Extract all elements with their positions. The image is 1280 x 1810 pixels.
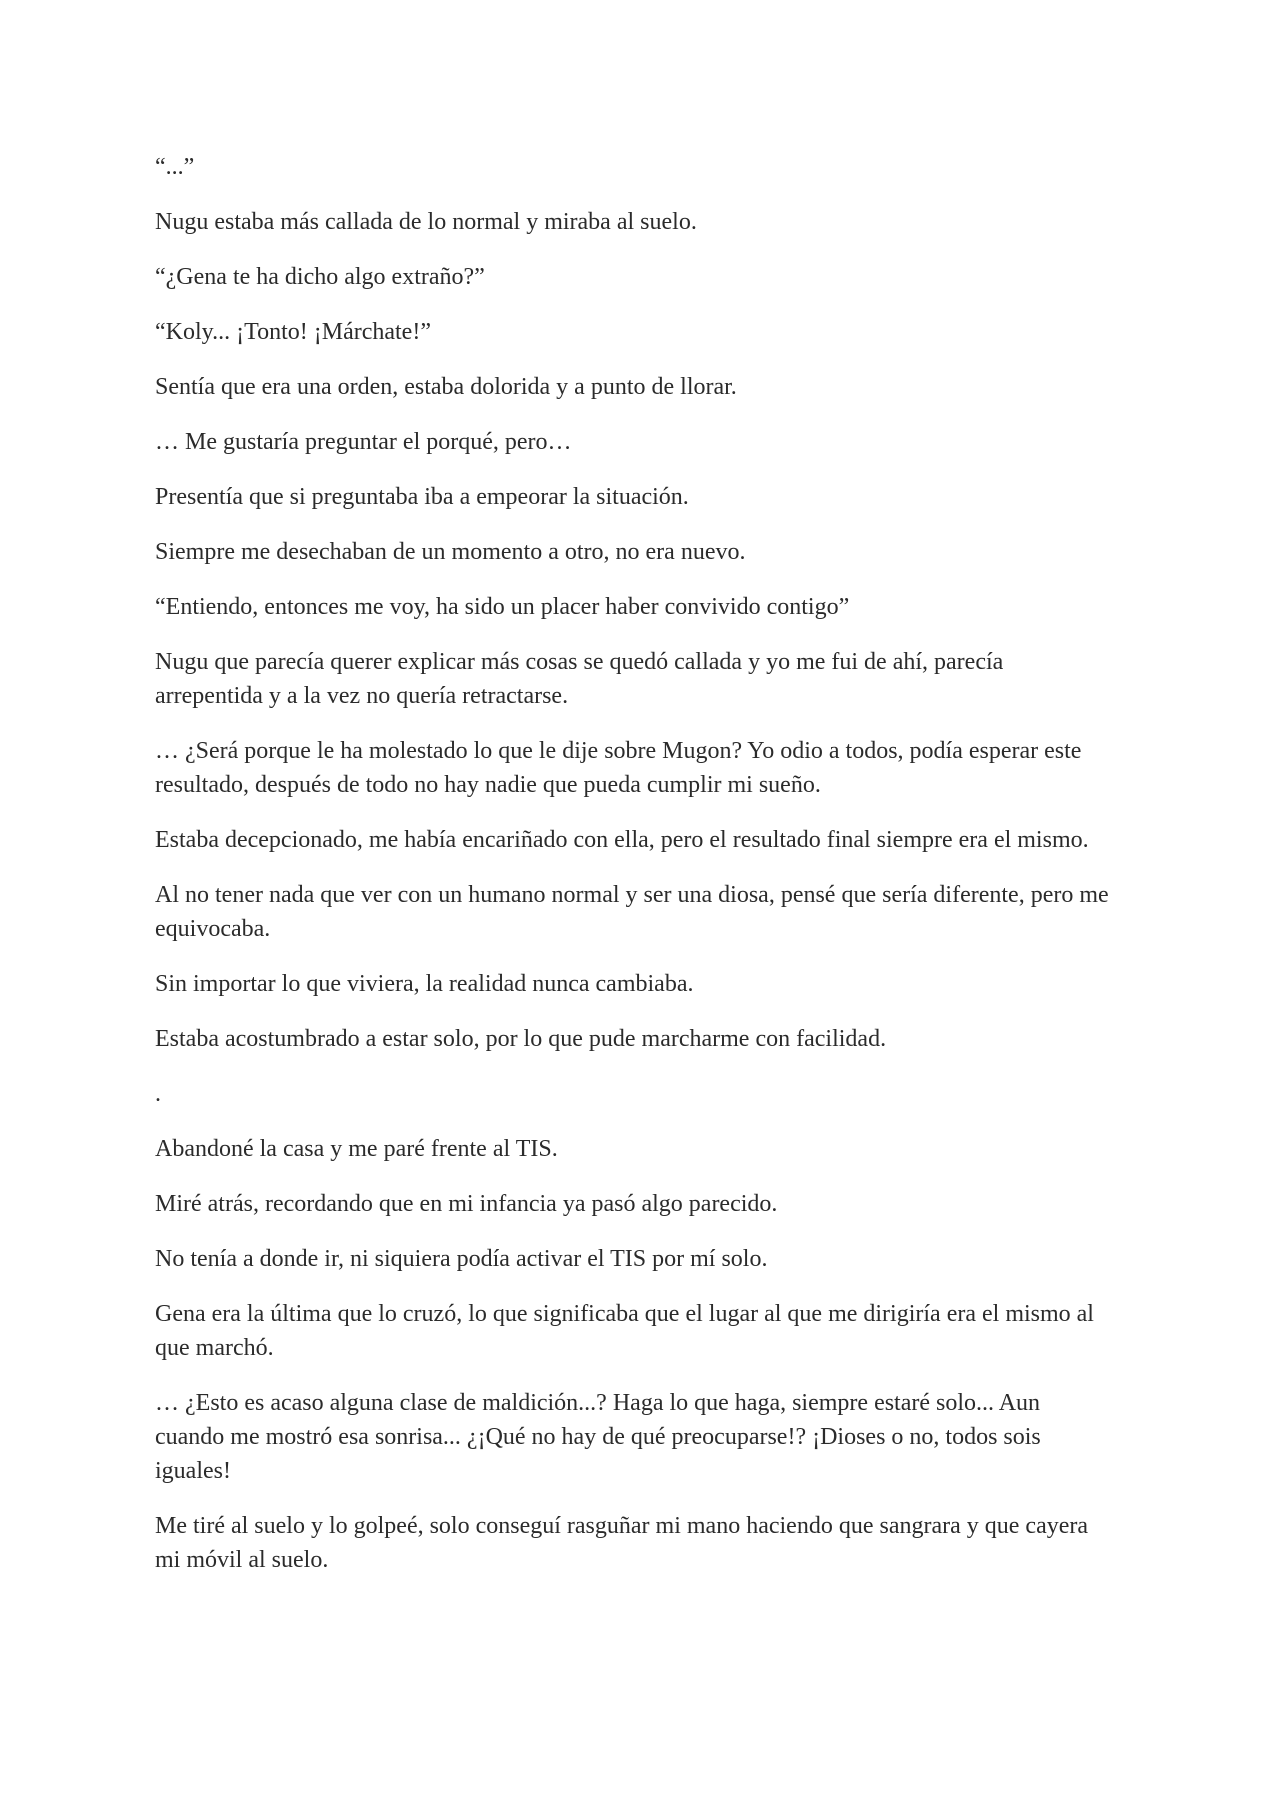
scene-break: . bbox=[155, 1081, 161, 1107]
paragraph: Me tiré al suelo y lo golpeé, solo conseguí rasguñar mi mano haciendo que sangrara y que cayera mi móvil al suelo. bbox=[155, 1513, 1089, 1573]
paragraph: No tenía a donde ir, ni siquiera podía activar el TIS por mí solo. bbox=[155, 1246, 768, 1272]
paragraph: Abandoné la casa y me paré frente al TIS. bbox=[155, 1136, 558, 1162]
paragraph: Nugu que parecía querer explicar más cosas se quedó callada y yo me fui de ahí, parecía arrepentida y a la vez no quería retractarse. bbox=[155, 649, 1004, 709]
paragraph: Miré atrás, recordando que en mi infancia ya pasó algo parecido. bbox=[155, 1191, 778, 1217]
paragraph: … ¿Esto es acaso alguna clase de maldición...? Haga lo que haga, siempre estaré solo... Aun cuando me mostró esa sonrisa... ¿¡Qué no hay de qué preocuparse!? ¡Dioses o no, todos sois iguales! bbox=[155, 1390, 1041, 1484]
paragraph: Sentía que era una orden, estaba dolorida y a punto de llorar. bbox=[155, 374, 737, 400]
paragraph: Siempre me desechaban de un momento a otro, no era nuevo. bbox=[155, 539, 746, 565]
paragraph: Al no tener nada que ver con un humano normal y ser una diosa, pensé que sería diferente, pero me equivocaba. bbox=[155, 882, 1109, 942]
paragraph: “Koly... ¡Tonto! ¡Márchate!” bbox=[155, 319, 431, 345]
paragraph: Gena era la última que lo cruzó, lo que significaba que el lugar al que me dirigiría era el mismo al que marchó. bbox=[155, 1301, 1094, 1361]
paragraph: Estaba decepcionado, me había encariñado con ella, pero el resultado final siempre era el mismo. bbox=[155, 827, 1089, 853]
paragraph: Estaba acostumbrado a estar solo, por lo que pude marcharme con facilidad. bbox=[155, 1026, 887, 1052]
paragraph: … Me gustaría preguntar el porqué, pero… bbox=[155, 429, 572, 455]
paragraph: Nugu estaba más callada de lo normal y miraba al suelo. bbox=[155, 209, 697, 235]
document-page bbox=[155, 150, 1115, 1598]
paragraph: Presentía que si preguntaba iba a empeorar la situación. bbox=[155, 484, 689, 510]
paragraph: “¿Gena te ha dicho algo extraño?” bbox=[155, 264, 485, 290]
paragraph: “...” bbox=[155, 154, 195, 180]
paragraph: “Entiendo, entonces me voy, ha sido un placer haber convivido contigo” bbox=[155, 594, 850, 620]
paragraph: … ¿Será porque le ha molestado lo que le dije sobre Mugon? Yo odio a todos, podía esperar este resultado, después de todo no hay nadie que pueda cumplir mi sueño. bbox=[155, 738, 1082, 798]
paragraph: Sin importar lo que viviera, la realidad nunca cambiaba. bbox=[155, 971, 694, 997]
